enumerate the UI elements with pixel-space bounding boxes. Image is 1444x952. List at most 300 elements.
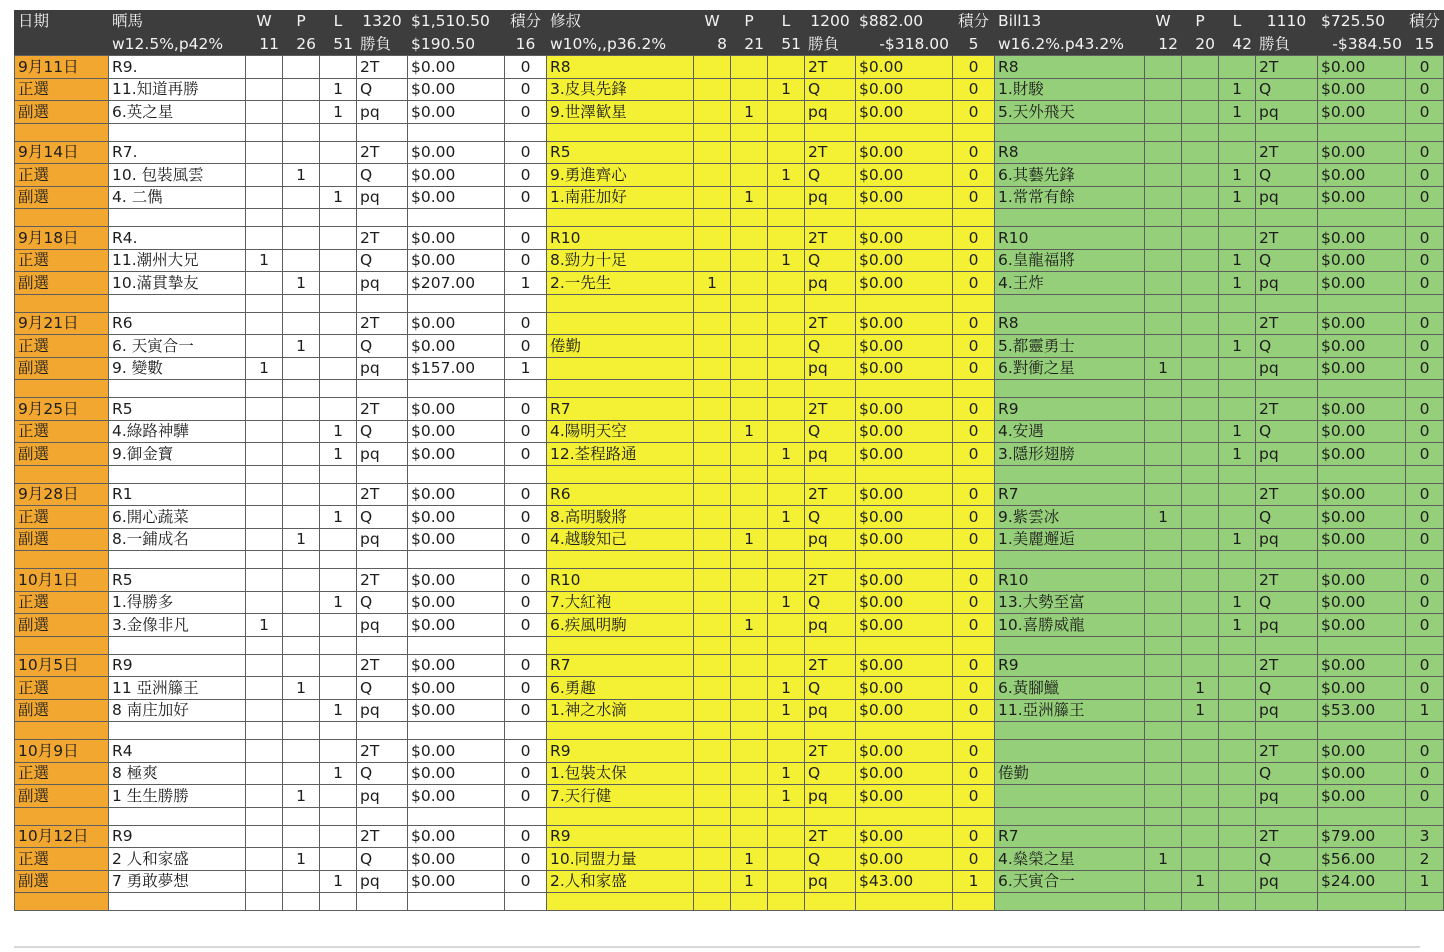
selection-name: 9.勇進齊心 — [547, 164, 694, 187]
points: 0 — [1406, 357, 1444, 380]
place-mark — [731, 740, 768, 763]
points: 0 — [953, 762, 995, 785]
place-mark: 1 — [1182, 677, 1219, 700]
spacer-cell — [731, 123, 768, 141]
win-mark — [1145, 398, 1182, 421]
selection-name: R1 — [109, 483, 246, 506]
points: 0 — [953, 699, 995, 722]
bet-type: Q — [1256, 78, 1318, 101]
bet-type: Q — [805, 78, 856, 101]
spacer-cell — [109, 380, 246, 398]
loss-mark — [1219, 785, 1256, 808]
payout: $0.00 — [408, 101, 505, 124]
points: 1 — [1406, 699, 1444, 722]
selection-name: R9 — [995, 654, 1145, 677]
selection-type: 正選 — [15, 506, 109, 529]
points: 0 — [1406, 56, 1444, 79]
selection-type: 副選 — [15, 357, 109, 380]
bet-type: Q — [1256, 335, 1318, 358]
selection-type: 副選 — [15, 870, 109, 893]
payout: $0.00 — [856, 420, 953, 443]
payout: $0.00 — [1318, 312, 1406, 335]
table-row — [15, 677, 1444, 700]
race-date: 9月28日 — [15, 483, 109, 506]
place-mark — [283, 227, 320, 250]
spacer-cell — [1256, 636, 1318, 654]
spacer-cell — [1145, 551, 1182, 569]
payout: $0.00 — [856, 506, 953, 529]
loss-mark: 1 — [1219, 249, 1256, 272]
spacer-cell — [357, 722, 408, 740]
bet-type: pq — [1256, 870, 1318, 893]
spacer-cell — [1145, 636, 1182, 654]
payout: $0.00 — [1318, 101, 1406, 124]
bet-type: Q — [805, 762, 856, 785]
points: 1 — [1406, 870, 1444, 893]
loss-mark: 1 — [320, 870, 357, 893]
place-mark — [283, 443, 320, 466]
place-mark: 1 — [731, 420, 768, 443]
selection-type: 副選 — [15, 186, 109, 209]
points: 0 — [953, 443, 995, 466]
spacer-cell — [768, 380, 805, 398]
table-row — [15, 762, 1444, 785]
place-mark: 1 — [731, 870, 768, 893]
loss-mark — [320, 654, 357, 677]
table-row — [15, 699, 1444, 722]
points: 0 — [505, 654, 547, 677]
loss-mark: 1 — [1219, 528, 1256, 551]
win-mark — [694, 398, 731, 421]
points: 0 — [953, 569, 995, 592]
place-mark — [1182, 591, 1219, 614]
place-mark — [731, 483, 768, 506]
place-mark — [1182, 78, 1219, 101]
selection-name: 9.御金寶 — [109, 443, 246, 466]
selection-name: R9 — [547, 825, 694, 848]
spacer-cell — [15, 294, 109, 312]
payout: $0.00 — [408, 483, 505, 506]
points: 0 — [505, 164, 547, 187]
place-mark — [1182, 249, 1219, 272]
place-mark — [283, 870, 320, 893]
selection-name: 6.黃腳鱲 — [995, 677, 1145, 700]
table-row — [15, 870, 1444, 893]
spacer-cell — [731, 465, 768, 483]
loss-mark — [320, 227, 357, 250]
payout: $0.00 — [408, 420, 505, 443]
win-mark — [1145, 443, 1182, 466]
place-mark: 1 — [731, 186, 768, 209]
bet-type: Q — [805, 420, 856, 443]
selection-type: 正選 — [15, 591, 109, 614]
payout: $0.00 — [1318, 420, 1406, 443]
bet-type: 2T — [357, 825, 408, 848]
payout: $24.00 — [1318, 870, 1406, 893]
table-row — [15, 398, 1444, 421]
table-row — [15, 357, 1444, 380]
table-row — [15, 272, 1444, 295]
selection-name: 6.天寅合一 — [995, 870, 1145, 893]
selection-name: R6 — [109, 312, 246, 335]
place-mark: 1 — [731, 848, 768, 871]
spacer-cell — [953, 722, 995, 740]
payout: $56.00 — [1318, 848, 1406, 871]
selection-name: 8 南庄加好 — [109, 699, 246, 722]
w-header: W — [1145, 10, 1182, 33]
bet-type: 2T — [1256, 141, 1318, 164]
spacer-cell — [1318, 893, 1406, 911]
payout: $0.00 — [856, 483, 953, 506]
table-row — [15, 528, 1444, 551]
loss-mark — [768, 141, 805, 164]
loss-mark — [320, 164, 357, 187]
spacer-cell — [1145, 380, 1182, 398]
selection-type: 副選 — [15, 699, 109, 722]
spacer-cell — [408, 465, 505, 483]
bet-type: 2T — [805, 141, 856, 164]
payout: $0.00 — [856, 312, 953, 335]
selection-type: 副選 — [15, 528, 109, 551]
table-row — [15, 785, 1444, 808]
selection-name: R4 — [109, 740, 246, 763]
bet-type: 2T — [805, 740, 856, 763]
payout: $0.00 — [1318, 398, 1406, 421]
bet-type: Q — [805, 848, 856, 871]
spacer-cell — [283, 807, 320, 825]
win-mark — [694, 569, 731, 592]
selection-name: 10.喜勝威龍 — [995, 614, 1145, 637]
bet-type: Q — [805, 591, 856, 614]
spacer-cell — [283, 380, 320, 398]
place-mark: 1 — [731, 101, 768, 124]
points-total: 5 — [953, 33, 995, 56]
bet-type: 2T — [1256, 398, 1318, 421]
bet-type: pq — [805, 272, 856, 295]
bet-type: pq — [805, 186, 856, 209]
place-mark — [1182, 312, 1219, 335]
total-return: $725.50 — [1318, 10, 1406, 33]
place-mark — [283, 78, 320, 101]
spacer-cell — [953, 893, 995, 911]
bet-type: 2T — [805, 825, 856, 848]
loss-mark: 1 — [1219, 78, 1256, 101]
p-header: P — [731, 10, 768, 33]
spacer-cell — [1406, 294, 1444, 312]
win-mark — [1145, 528, 1182, 551]
table-row — [15, 164, 1444, 187]
payout: $0.00 — [856, 569, 953, 592]
selection-name: 7.大紅袍 — [547, 591, 694, 614]
spacer-cell — [1406, 807, 1444, 825]
place-mark — [731, 677, 768, 700]
bet-type: pq — [1256, 186, 1318, 209]
win-mark — [694, 677, 731, 700]
loss-mark — [1219, 654, 1256, 677]
win-mark — [246, 335, 283, 358]
table-row — [15, 141, 1444, 164]
spacer-cell — [1256, 465, 1318, 483]
win-mark: 1 — [1145, 506, 1182, 529]
place-mark: 1 — [1182, 870, 1219, 893]
spacer-cell — [1219, 636, 1256, 654]
spacer-cell — [1145, 893, 1182, 911]
spacer-cell — [246, 465, 283, 483]
selection-name: 4.越駿知己 — [547, 528, 694, 551]
win-mark — [694, 443, 731, 466]
race-date: 9月14日 — [15, 141, 109, 164]
win-mark — [1145, 591, 1182, 614]
loss-mark — [320, 272, 357, 295]
payout: $0.00 — [1318, 528, 1406, 551]
points: 0 — [1406, 398, 1444, 421]
loss-mark: 1 — [320, 101, 357, 124]
points: 0 — [1406, 186, 1444, 209]
spacer-cell — [505, 636, 547, 654]
points: 0 — [505, 870, 547, 893]
spacer-cell — [1406, 209, 1444, 227]
place-mark: 1 — [283, 528, 320, 551]
place-mark — [731, 357, 768, 380]
spacer-cell — [1219, 209, 1256, 227]
points: 0 — [505, 762, 547, 785]
p-header: P — [1182, 10, 1219, 33]
table-row — [15, 312, 1444, 335]
points: 0 — [953, 848, 995, 871]
selection-type: 副選 — [15, 443, 109, 466]
payout: $0.00 — [1318, 56, 1406, 79]
bet-type: 2T — [805, 227, 856, 250]
loss-mark — [320, 825, 357, 848]
bet-type: pq — [805, 443, 856, 466]
place-mark — [1182, 186, 1219, 209]
points: 0 — [1406, 335, 1444, 358]
spacer-cell — [547, 893, 694, 911]
payout: $0.00 — [1318, 164, 1406, 187]
bet-type: Q — [1256, 164, 1318, 187]
place-mark — [283, 506, 320, 529]
spacer-cell — [694, 807, 731, 825]
points: 0 — [505, 443, 547, 466]
spacer-cell — [283, 294, 320, 312]
win-mark — [246, 420, 283, 443]
spacer-cell — [768, 465, 805, 483]
loss-mark: 1 — [320, 420, 357, 443]
spacer-cell — [1406, 722, 1444, 740]
place-mark — [283, 614, 320, 637]
tipster-name: Bill13 — [995, 10, 1145, 33]
selection-name: 12.荃程路通 — [547, 443, 694, 466]
spacer-cell — [283, 893, 320, 911]
block-spacer — [15, 551, 1444, 569]
win-mark — [246, 398, 283, 421]
block-spacer — [15, 123, 1444, 141]
selection-name — [995, 785, 1145, 808]
spacer-cell — [547, 465, 694, 483]
loss-mark: 1 — [320, 762, 357, 785]
win-mark — [694, 101, 731, 124]
payout: $0.00 — [856, 141, 953, 164]
selection-name: 4.安遇 — [995, 420, 1145, 443]
points: 0 — [953, 528, 995, 551]
spacer-cell — [805, 209, 856, 227]
win-mark — [246, 528, 283, 551]
w-header: W — [246, 10, 283, 33]
spacer-cell — [995, 294, 1145, 312]
place-mark — [1182, 443, 1219, 466]
place-mark — [283, 249, 320, 272]
selection-name: R9 — [995, 398, 1145, 421]
bet-type: 2T — [805, 569, 856, 592]
place-mark — [283, 591, 320, 614]
table-row — [15, 569, 1444, 592]
points: 0 — [505, 249, 547, 272]
loss-mark: 1 — [768, 249, 805, 272]
spacer-cell — [953, 807, 995, 825]
p-total: 20 — [1182, 33, 1219, 56]
spacer-cell — [547, 380, 694, 398]
tipster-rate: w10%,,p36.2% — [547, 33, 694, 56]
spacer-cell — [768, 893, 805, 911]
bet-type: Q — [805, 164, 856, 187]
win-mark: 1 — [246, 614, 283, 637]
spacer-cell — [1318, 465, 1406, 483]
spacer-cell — [320, 893, 357, 911]
race-date: 10月5日 — [15, 654, 109, 677]
payout: $0.00 — [856, 677, 953, 700]
points: 0 — [1406, 569, 1444, 592]
loss-mark — [768, 56, 805, 79]
spacer-cell — [995, 465, 1145, 483]
bet-type: Q — [357, 677, 408, 700]
payout: $0.00 — [408, 591, 505, 614]
spacer-cell — [246, 807, 283, 825]
spacer-cell — [856, 636, 953, 654]
loss-mark — [768, 870, 805, 893]
selection-name: 6. 天寅合一 — [109, 335, 246, 358]
payout: $0.00 — [856, 443, 953, 466]
spacer-cell — [1219, 380, 1256, 398]
selection-name: 1 生生勝勝 — [109, 785, 246, 808]
place-mark — [283, 141, 320, 164]
spacer-cell — [694, 209, 731, 227]
spacer-cell — [15, 893, 109, 911]
spacer-cell — [694, 893, 731, 911]
win-mark — [246, 740, 283, 763]
spacer-cell — [109, 893, 246, 911]
win-mark — [694, 506, 731, 529]
spacer-cell — [357, 636, 408, 654]
points: 0 — [1406, 101, 1444, 124]
bet-type: pq — [357, 785, 408, 808]
selection-name: 6.勇趣 — [547, 677, 694, 700]
points: 0 — [953, 357, 995, 380]
spacer-cell — [1256, 722, 1318, 740]
points: 0 — [505, 141, 547, 164]
payout: $0.00 — [856, 227, 953, 250]
win-mark — [694, 141, 731, 164]
table-row — [15, 78, 1444, 101]
place-mark — [731, 825, 768, 848]
spacer-cell — [1256, 551, 1318, 569]
payout: $0.00 — [408, 56, 505, 79]
win-mark — [1145, 272, 1182, 295]
win-mark — [246, 848, 283, 871]
spacer-cell — [1182, 294, 1219, 312]
place-mark: 1 — [1182, 699, 1219, 722]
selection-name: 6.皇龍福將 — [995, 249, 1145, 272]
spacer-cell — [408, 551, 505, 569]
spacer-cell — [15, 807, 109, 825]
selection-name: 10.滿貫摯友 — [109, 272, 246, 295]
points: 0 — [505, 848, 547, 871]
w-header: W — [694, 10, 731, 33]
win-mark — [246, 483, 283, 506]
selection-name: 11 亞洲籐王 — [109, 677, 246, 700]
spacer-cell — [1406, 123, 1444, 141]
place-mark: 1 — [283, 848, 320, 871]
win-mark — [694, 357, 731, 380]
place-mark — [283, 569, 320, 592]
bet-type: Q — [1256, 591, 1318, 614]
payout: $0.00 — [408, 785, 505, 808]
payout: $0.00 — [1318, 785, 1406, 808]
table-row — [15, 56, 1444, 79]
bet-type: Q — [357, 78, 408, 101]
points-total: 16 — [505, 33, 547, 56]
bet-type: pq — [357, 614, 408, 637]
net-profit: -$318.00 — [856, 33, 953, 56]
spacer-cell — [1318, 380, 1406, 398]
block-spacer — [15, 294, 1444, 312]
bet-type: 2T — [805, 312, 856, 335]
spacer-cell — [1318, 551, 1406, 569]
payout: $0.00 — [856, 785, 953, 808]
spacer-cell — [357, 123, 408, 141]
spacer-cell — [505, 893, 547, 911]
points: 0 — [1406, 654, 1444, 677]
payout: $0.00 — [856, 78, 953, 101]
spacer-cell — [731, 807, 768, 825]
win-mark — [694, 870, 731, 893]
win-mark — [1145, 101, 1182, 124]
selection-name: R8 — [995, 56, 1145, 79]
spacer-cell — [109, 465, 246, 483]
win-mark — [694, 785, 731, 808]
selection-type: 正選 — [15, 164, 109, 187]
loss-mark: 1 — [1219, 614, 1256, 637]
spacer-cell — [320, 209, 357, 227]
l-header: L — [768, 10, 805, 33]
spacer-cell — [246, 380, 283, 398]
bet-type: Q — [357, 591, 408, 614]
payout: $0.00 — [1318, 654, 1406, 677]
spacer-cell — [320, 636, 357, 654]
points-header: 積分 — [1406, 10, 1444, 33]
loss-mark: 1 — [1219, 591, 1256, 614]
win-mark — [1145, 335, 1182, 358]
spacer-cell — [505, 209, 547, 227]
loss-mark — [768, 101, 805, 124]
points: 0 — [505, 614, 547, 637]
spacer-cell — [953, 209, 995, 227]
spacer-cell — [731, 380, 768, 398]
spacer-cell — [15, 551, 109, 569]
l-header: L — [320, 10, 357, 33]
bet-type: pq — [357, 528, 408, 551]
bet-type: 2T — [357, 312, 408, 335]
spacer-cell — [408, 807, 505, 825]
